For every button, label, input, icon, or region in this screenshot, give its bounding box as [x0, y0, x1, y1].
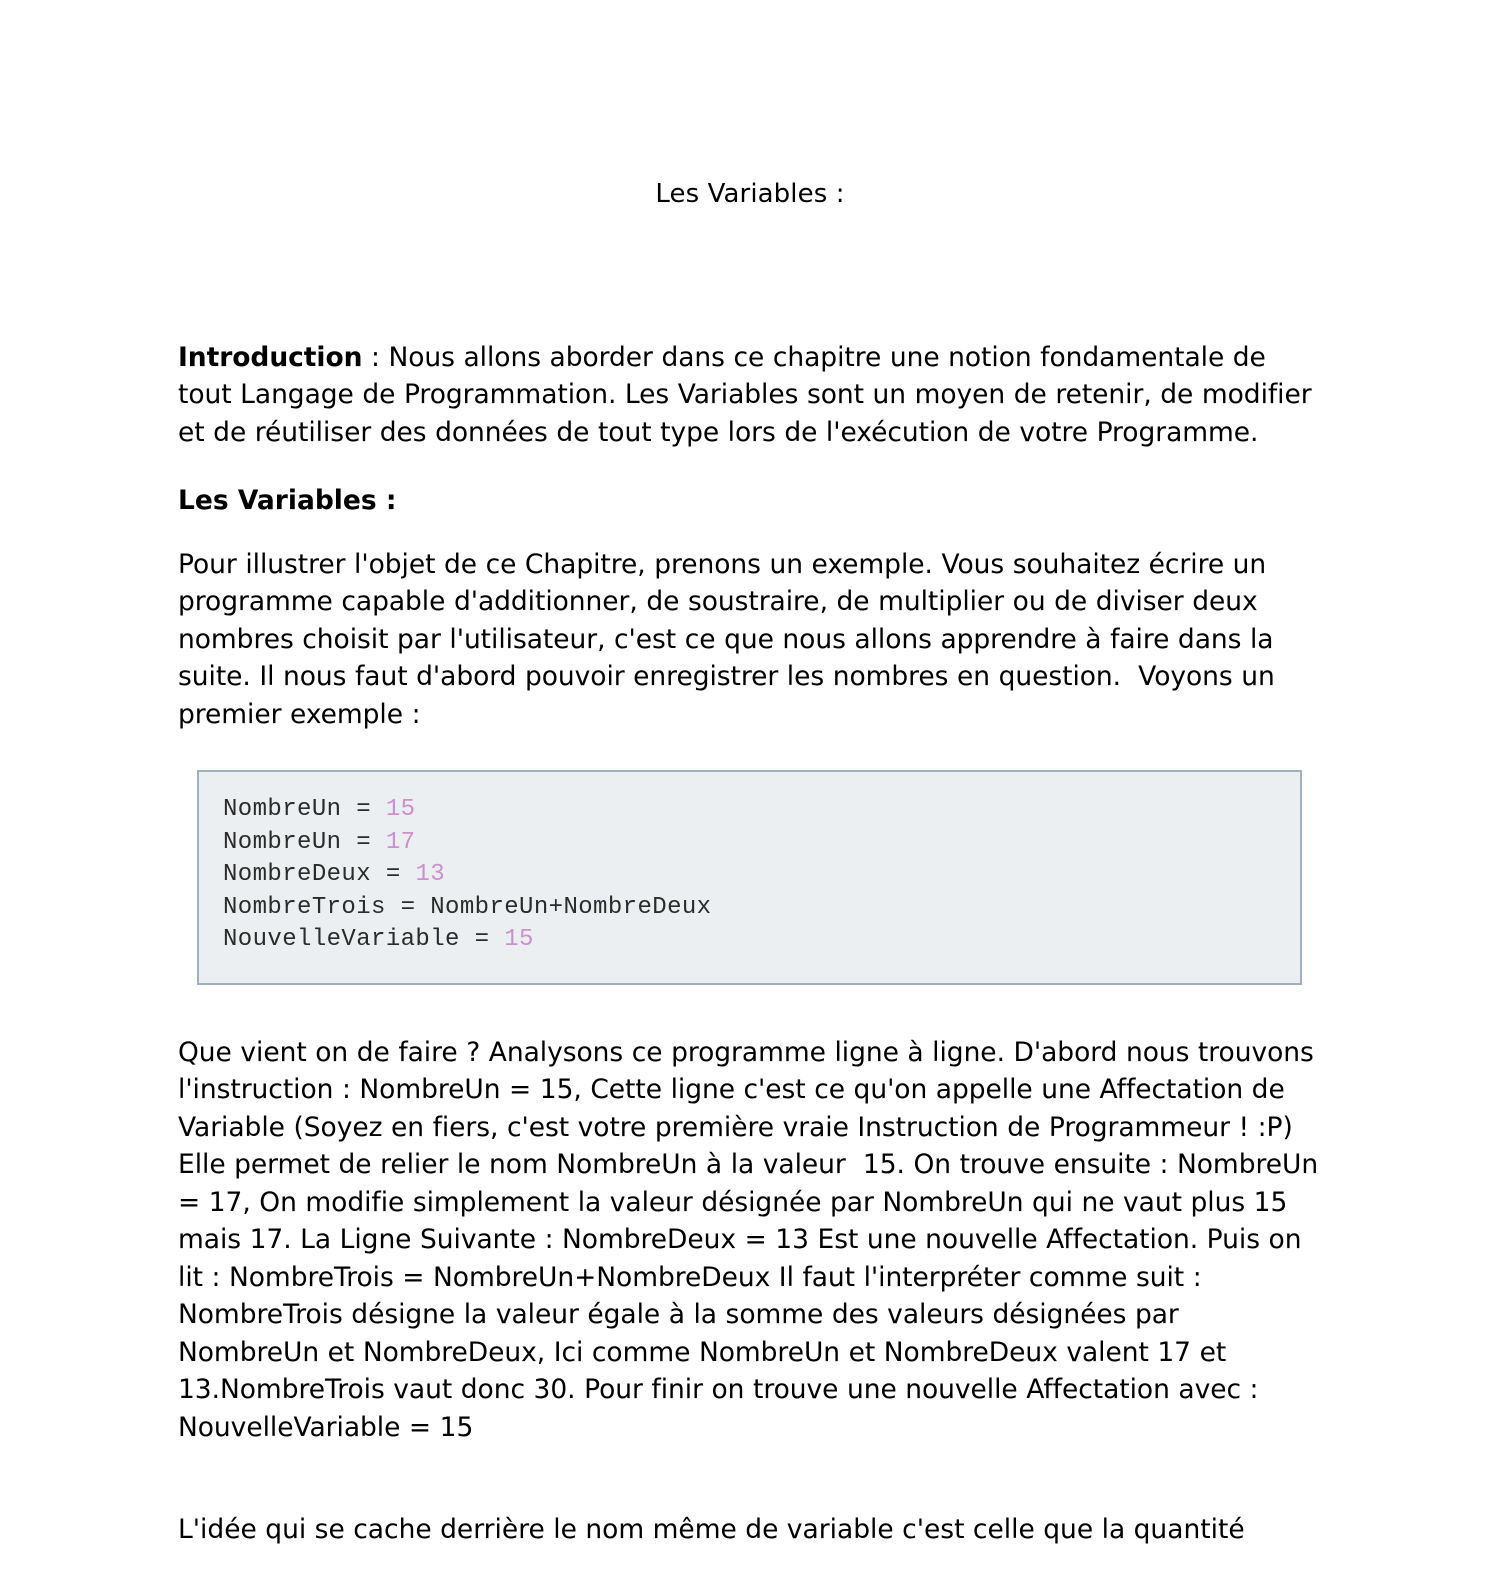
code-line	[223, 794, 1300, 827]
code-text: NouvelleVariable =	[223, 926, 505, 954]
code-line	[223, 924, 1300, 957]
code-text: NombreTrois = NombreUn+NombreDeux	[223, 893, 712, 921]
code-number: 13	[415, 861, 446, 889]
section-paragraph: Pour illustrer l'objet de ce Chapitre, prenons un exemple. Vous souhaitez écrire un programme capable d'additionner, de soustraire, de multiplier ou de diviser deux nombres choisit par l'utilisateur, c'est ce que nous allons apprendre à faire dans la suite. Il nous faut d'abord pouvoir enregistrer les nombres en question. Voyons un premier exemple :	[178, 548, 1284, 730]
introduction-paragraph	[178, 339, 1322, 452]
spacer	[178, 212, 1322, 339]
spacer	[178, 520, 1322, 546]
page-title: Les Variables :	[655, 179, 845, 209]
introduction-text: : Nous allons aborder dans ce chapitre une notion fondamentale de tout Langage de Programmation. Les Variables sont un moyen de retenir, de modifier et de réutiliser des données de tout type lors de l'exécution de votre Programme.	[178, 341, 1321, 448]
introduction-label: Introduction	[178, 341, 363, 373]
analysis-paragraph: Que vient on de faire ? Analysons ce programme ligne à ligne. D'abord nous trouvons l'instruction : NombreUn = 15, Cette ligne c'est ce qu'on appelle une Affectation de Variable (Soyez en fiers, c'est votre première vraie Instruction de Programmeur ! :P) Elle permet de relier le nom NombreUn à la valeur 15. On trouve ensuite : NombreUn = 17, On modifie simplement la valeur désignée par NombreUn qui ne vaut plus 15 mais 17. La Ligne Suivante : NombreDeux = 13 Est une nouvelle Affectation. Puis on lit : NombreTrois = NombreUn+NombreDeux Il faut l'interpréter comme suit : NombreTrois désigne la valeur égale à la somme des valeurs désignées par NombreUn et NombreDeux, Ici comme NombreUn et NombreDeux valent 17 et 13.NombreTrois vaut donc 30. Pour finir on trouve une nouvelle Affectation avec : NouvelleVariable = 15	[178, 1036, 1327, 1443]
code-text: NombreUn =	[223, 796, 386, 824]
section-heading-les-variables: Les Variables :	[178, 485, 397, 517]
code-number: 15	[504, 926, 534, 954]
document-content	[178, 0, 1327, 1575]
code-line	[223, 859, 1300, 892]
code-block	[197, 770, 1302, 985]
code-text: NombreUn =	[223, 828, 386, 856]
spacer	[178, 1446, 1322, 1484]
spacer	[178, 451, 1322, 482]
next-paragraph-clipped-line: L'idée qui se cache derrière le nom même de variable c'est celle que la quantité	[178, 1513, 1245, 1545]
code-number: 15	[385, 796, 416, 824]
code-line	[223, 827, 1300, 860]
spacer	[178, 985, 1322, 1034]
code-line	[223, 892, 1300, 925]
code-number: 17	[385, 828, 416, 856]
spacer	[178, 733, 1322, 770]
code-text: NombreDeux =	[223, 861, 416, 889]
